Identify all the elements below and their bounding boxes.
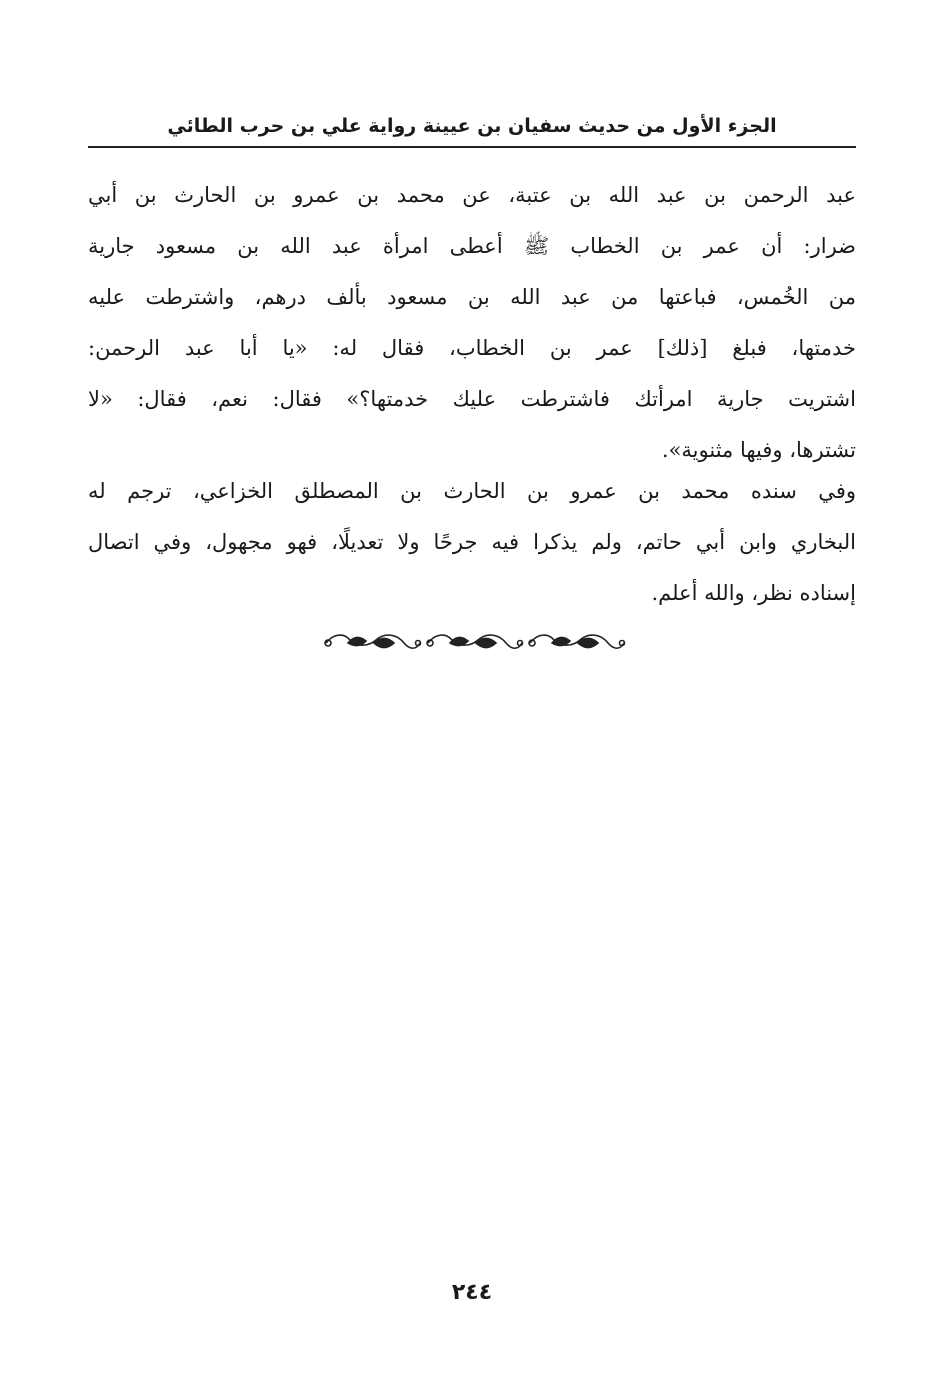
paragraph-line: إسناده نظر، والله أعلم. xyxy=(651,581,856,605)
paragraph-line: ضرار: أن عمر بن الخطاب ﷺ أعطى امرأة عبد الله بن مسعود جارية xyxy=(88,234,856,258)
header-rule xyxy=(88,146,856,148)
paragraph-line: تشترها، وفيها مثنوية». xyxy=(661,438,856,462)
running-header: الجزء الأول من حديث سفيان بن عيينة رواية علي بن حرب الطائي xyxy=(167,115,777,137)
paragraph-1 xyxy=(88,170,856,476)
paragraph-2 xyxy=(88,466,856,619)
paragraph-line: من الخُمس، فباعتها من عبد الله بن مسعود بألف درهم، واشترطت عليه xyxy=(88,285,856,309)
paragraph-line: وفي سنده محمد بن عمرو بن الحارث بن المصطلق الخزاعي، ترجم له xyxy=(88,479,856,503)
floral-divider-icon xyxy=(322,628,626,658)
paragraph-line: عبد الرحمن بن عبد الله بن عتبة، عن محمد بن عمرو بن الحارث بن أبي xyxy=(88,183,856,207)
paragraph-line: خدمتها، فبلغ [ذلك] عمر بن الخطاب، فقال له: «يا أبا عبد الرحمن: xyxy=(88,336,856,360)
page-number: ٢٤٤ xyxy=(451,1280,493,1305)
paragraph-line: البخاري وابن أبي حاتم، ولم يذكرا فيه جرحًا ولا تعديلًا، فهو مجهول، وفي اتصال xyxy=(88,530,856,554)
paragraph-line: اشتريت جارية امرأتك فاشترطت عليك خدمتها؟» فقال: نعم، فقال: «لا xyxy=(88,387,856,411)
